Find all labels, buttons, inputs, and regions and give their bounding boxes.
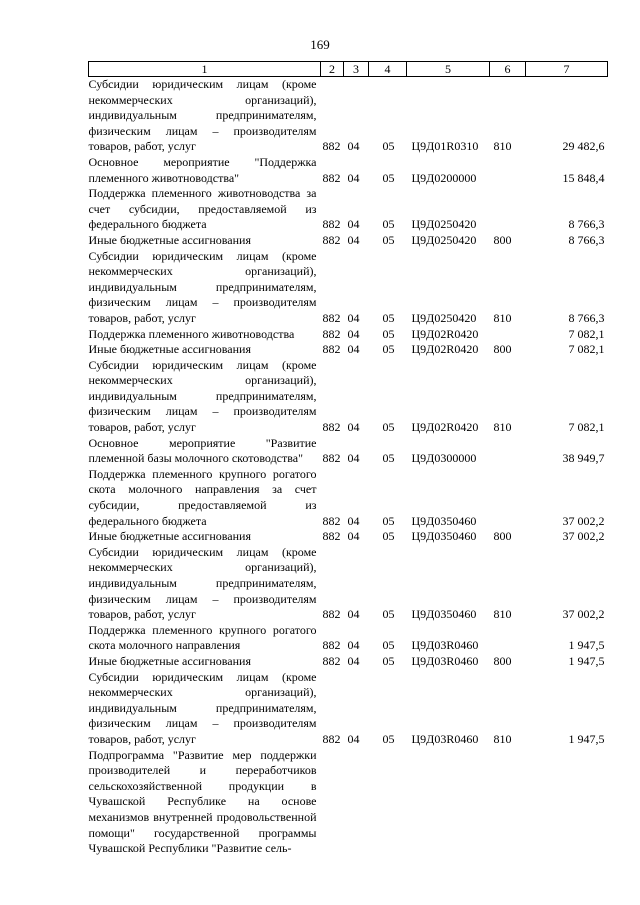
target-article-code: Ц9Д0350460 xyxy=(411,513,477,528)
target-article-code: Ц9Д0350460 xyxy=(411,607,477,622)
section-code: 04 xyxy=(347,170,360,185)
column-header-7: 7 xyxy=(526,62,608,77)
expense-type-code: 800 xyxy=(493,653,512,668)
column-header-3: 3 xyxy=(344,62,369,77)
section-code: 04 xyxy=(347,139,360,154)
item-name: Подпрограмма "Развитие мер поддержки производителей и переработчиков сельскохозяйственной продукции в Чувашской Республике на основе механизмов внутренней продовольственной помощи" государственной программы Чувашской Республики "Развитие сель- xyxy=(88,747,317,856)
target-article-code: Ц9Д02R0420 xyxy=(411,420,479,435)
table-row xyxy=(89,670,608,748)
amount: 8 766,3 xyxy=(568,310,605,325)
amount: 38 949,7 xyxy=(562,451,605,466)
expense-type-code xyxy=(490,327,526,343)
ministry-code: 882 xyxy=(322,420,341,435)
subsection-code: 05 xyxy=(382,310,395,325)
ministry-code: 882 xyxy=(322,638,341,653)
item-name: Субсидии юридическим лицам (кроме некоммерческих организаций), индивидуальным предпринимателям, физическим лицам – производителям товаров, работ, услуг xyxy=(88,77,317,154)
target-article-code: Ц9Д0200000 xyxy=(411,170,477,185)
target-article-code: Ц9Д03R0460 xyxy=(411,638,479,653)
amount: 37 002,2 xyxy=(562,513,605,528)
item-name: Иные бюджетные ассигнования xyxy=(88,653,251,668)
ministry-code: 882 xyxy=(322,326,341,341)
section-code: 04 xyxy=(347,638,360,653)
target-article-code: Ц9Д0350460 xyxy=(411,529,477,544)
table-row xyxy=(89,654,608,670)
item-name: Иные бюджетные ассигнования xyxy=(88,529,251,544)
expense-type-code: 810 xyxy=(493,310,512,325)
table-row xyxy=(89,436,608,467)
amount: 8 766,3 xyxy=(568,232,605,247)
expense-type-code xyxy=(490,623,526,654)
section-code: 04 xyxy=(347,451,360,466)
expense-type-code: 800 xyxy=(493,342,512,357)
table-row xyxy=(89,467,608,529)
subsection-code: 05 xyxy=(382,217,395,232)
section-code: 04 xyxy=(347,731,360,746)
section-code: 04 xyxy=(347,607,360,622)
item-name: Субсидии юридическим лицам (кроме некоммерческих организаций), индивидуальным предпринимателям, физическим лицам – производителям товаров, работ, услуг xyxy=(88,357,317,435)
target-article-code: Ц9Д02R0420 xyxy=(411,342,479,357)
ministry-code: 882 xyxy=(322,653,341,668)
amount: 7 082,1 xyxy=(568,326,605,341)
section-code: 04 xyxy=(347,513,360,528)
ministry-code: 882 xyxy=(322,232,341,247)
amount: 8 766,3 xyxy=(568,217,605,232)
subsection-code: 05 xyxy=(382,529,395,544)
section-code: 04 xyxy=(347,326,360,341)
expense-type-code: 810 xyxy=(493,420,512,435)
expense-type-code: 800 xyxy=(493,529,512,544)
subsection-code: 05 xyxy=(382,731,395,746)
table-row xyxy=(89,529,608,545)
amount: 15 848,4 xyxy=(562,170,605,185)
amount: 37 002,2 xyxy=(562,529,605,544)
item-name: Поддержка племенного крупного рогатого скота молочного направления xyxy=(88,622,317,653)
ministry-code: 882 xyxy=(322,529,341,544)
subsection-code: 05 xyxy=(382,139,395,154)
subsection-code: 05 xyxy=(382,638,395,653)
item-name: Иные бюджетные ассигнования xyxy=(88,232,251,247)
column-header-5: 5 xyxy=(407,62,490,77)
subsection-code: 05 xyxy=(382,342,395,357)
table-row xyxy=(89,186,608,233)
amount: 29 482,6 xyxy=(562,139,605,154)
table-row xyxy=(89,545,608,623)
table-row xyxy=(89,327,608,343)
ministry-code: 882 xyxy=(322,731,341,746)
column-header-2: 2 xyxy=(321,62,344,77)
target-article-code: Ц9Д0250420 xyxy=(411,232,477,247)
item-name: Субсидии юридическим лицам (кроме некоммерческих организаций), индивидуальным предпринимателям, физическим лицам – производителям товаров, работ, услуг xyxy=(88,248,317,325)
table-row xyxy=(89,342,608,358)
ministry-code: 882 xyxy=(322,170,341,185)
ministry-code: 882 xyxy=(322,513,341,528)
table-row xyxy=(89,233,608,249)
table-row xyxy=(89,748,608,857)
subsection-code: 05 xyxy=(382,326,395,341)
column-header-6: 6 xyxy=(490,62,526,77)
item-name: Поддержка племенного животноводства xyxy=(88,326,295,341)
table-row xyxy=(89,249,608,327)
budget-table xyxy=(88,61,608,857)
item-name: Субсидии юридическим лицам (кроме некоммерческих организаций), индивидуальным предпринимателям, физическим лицам – производителям товаров, работ, услуг xyxy=(88,669,317,746)
subsection-code xyxy=(369,748,407,857)
header-row xyxy=(89,62,608,77)
column-header-4: 4 xyxy=(369,62,407,77)
item-name: Иные бюджетные ассигнования xyxy=(88,342,251,357)
target-article-code: Ц9Д0250420 xyxy=(411,310,477,325)
table-row xyxy=(89,77,608,155)
target-article-code: Ц9Д02R0420 xyxy=(411,326,479,341)
item-name: Основное мероприятие "Поддержка племенного животноводства" xyxy=(88,154,317,185)
expense-type-code xyxy=(490,186,526,233)
expense-type-code: 800 xyxy=(493,232,512,247)
subsection-code: 05 xyxy=(382,420,395,435)
amount: 1 947,5 xyxy=(568,653,605,668)
target-article-code: Ц9Д0300000 xyxy=(411,451,477,466)
amount: 37 002,2 xyxy=(562,607,605,622)
table-row xyxy=(89,358,608,436)
target-article-code: Ц9Д01R0310 xyxy=(411,139,479,154)
expense-type-code xyxy=(490,155,526,186)
section-code: 04 xyxy=(347,529,360,544)
subsection-code: 05 xyxy=(382,607,395,622)
item-name: Субсидии юридическим лицам (кроме некоммерческих организаций), индивидуальным предпринимателям, физическим лицам – производителям товаров, работ, услуг xyxy=(88,544,317,622)
amount: 7 082,1 xyxy=(568,342,605,357)
amount: 1 947,5 xyxy=(568,638,605,653)
expense-type-code xyxy=(490,748,526,857)
target-article-code: Ц9Д03R0460 xyxy=(411,653,479,668)
item-name: Основное мероприятие "Развитие племенной базы молочного скотоводства" xyxy=(88,435,317,466)
target-article-code: Ц9Д03R0460 xyxy=(411,731,479,746)
ministry-code: 882 xyxy=(322,217,341,232)
target-article-code: Ц9Д0250420 xyxy=(411,217,477,232)
target-article-code xyxy=(407,748,490,857)
expense-type-code: 810 xyxy=(493,139,512,154)
subsection-code: 05 xyxy=(382,653,395,668)
ministry-code xyxy=(321,748,344,857)
subsection-code: 05 xyxy=(382,451,395,466)
table-row xyxy=(89,155,608,186)
item-name: Поддержка племенного животноводства за счет субсидии, предоставляемой из федерального бюджета xyxy=(88,186,317,232)
subsection-code: 05 xyxy=(382,513,395,528)
ministry-code: 882 xyxy=(322,139,341,154)
subsection-code: 05 xyxy=(382,170,395,185)
page-number: 169 xyxy=(310,37,330,52)
section-code: 04 xyxy=(347,653,360,668)
amount: 7 082,1 xyxy=(568,420,605,435)
section-code xyxy=(344,748,369,857)
ministry-code: 882 xyxy=(322,342,341,357)
expense-type-code: 810 xyxy=(493,607,512,622)
section-code: 04 xyxy=(347,342,360,357)
ministry-code: 882 xyxy=(322,607,341,622)
amount: 1 947,5 xyxy=(568,731,605,746)
expense-type-code xyxy=(490,436,526,467)
section-code: 04 xyxy=(347,420,360,435)
column-header-1: 1 xyxy=(89,62,321,77)
expense-type-code: 810 xyxy=(493,731,512,746)
table-row xyxy=(89,623,608,654)
ministry-code: 882 xyxy=(322,451,341,466)
item-name: Поддержка племенного крупного рогатого скота молочного направления за счет субсидии, предоставляемой из федерального бюджета xyxy=(88,466,317,528)
section-code: 04 xyxy=(347,232,360,247)
amount xyxy=(526,748,608,857)
expense-type-code xyxy=(490,467,526,529)
section-code: 04 xyxy=(347,310,360,325)
section-code: 04 xyxy=(347,217,360,232)
ministry-code: 882 xyxy=(322,310,341,325)
subsection-code: 05 xyxy=(382,232,395,247)
